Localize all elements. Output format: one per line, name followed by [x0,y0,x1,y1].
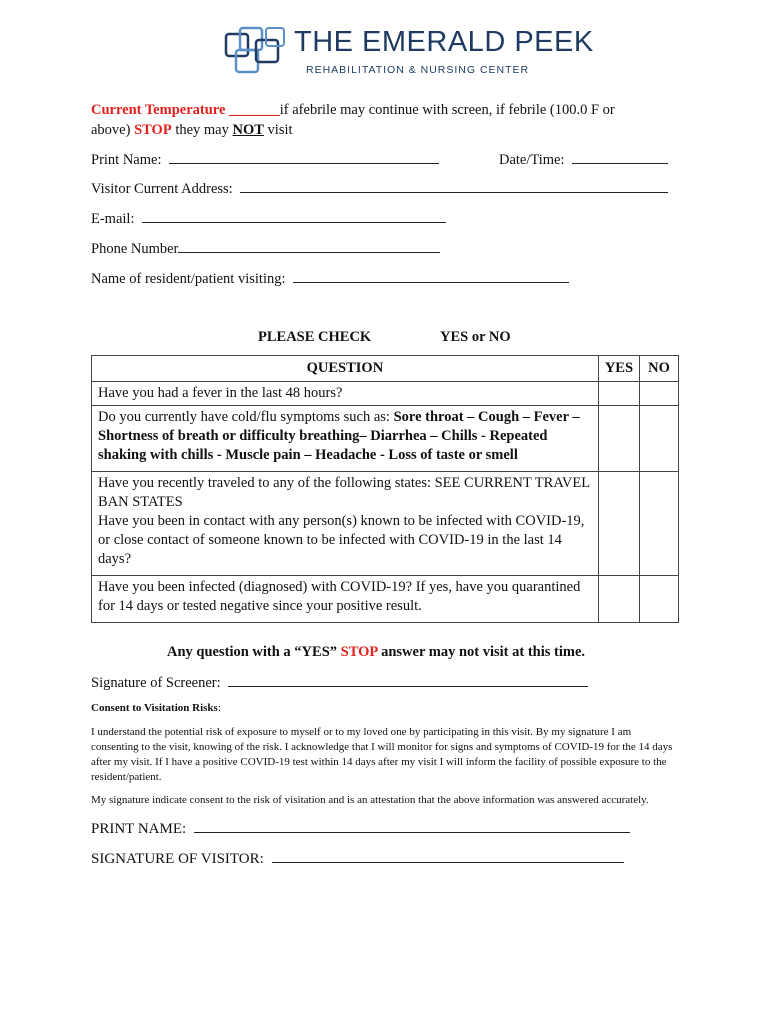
date-time-line[interactable] [572,149,668,164]
yes-checkbox-infected[interactable] [598,576,639,623]
consent-heading-colon: : [217,702,221,714]
email-line[interactable] [142,208,446,223]
screener-signature-field[interactable] [91,672,588,693]
yes-answer-warning [167,642,585,662]
temperature-instructions: if afebrile may continue with screen, if febrile (100.0 F or [279,102,615,118]
temperature-line-2 [91,120,691,140]
address-label: Visitor Current Address: [91,181,233,197]
visitor-signature-field[interactable] [91,848,624,869]
symptoms-list: Sore throat – Cough – Fever – Shortness of breath or difficulty breathing– Diarrhea – Chills - Repeated shaking with chills - Muscle pain – Headache - Loss of taste or smell [98,409,580,463]
visitor-signature-label: SIGNATURE OF VISITOR: [91,851,264,867]
resident-label: Name of resident/patient visiting: [91,271,286,287]
warning-stop-word: STOP [340,644,378,660]
date-time-field[interactable] [499,149,668,170]
address-field[interactable] [91,178,668,199]
temperature-line-1 [91,100,691,120]
email-field[interactable] [91,208,446,229]
not-word: NOT [232,122,264,138]
table-row [92,382,679,406]
resident-line[interactable] [293,268,569,283]
table-row [92,576,679,623]
no-checkbox-fever[interactable] [640,382,679,406]
yes-column-header: YES [598,356,639,382]
logo-name: THE EMERALD PEEK [294,26,594,58]
no-checkbox-infected[interactable] [640,576,679,623]
final-print-name-line[interactable] [194,818,630,833]
temperature-label: Current Temperature [91,102,226,118]
temperature-text-may: they may [175,122,229,138]
question-infected: Have you been infected (diagnosed) with COVID-19? If yes, have you quarantined for 14 days or tested negative since your positive result. [92,576,599,623]
warning-part-1: Any question with a “YES” [167,644,338,660]
table-row [92,406,679,472]
print-name-label: Print Name: [91,152,162,168]
email-label: E-mail: [91,211,135,227]
screening-question-table [91,355,679,623]
yes-checkbox-travel[interactable] [598,472,639,576]
symptoms-prefix: Do you currently have cold/flu symptoms such as: [98,409,390,425]
yes-or-no-label: YES or NO [440,329,511,345]
print-name-line[interactable] [169,149,439,164]
table-row [92,472,679,576]
no-checkbox-symptoms[interactable] [640,406,679,472]
temperature-text-visit: visit [267,122,293,138]
no-checkbox-travel[interactable] [640,472,679,576]
question-symptoms [92,406,599,472]
resident-field[interactable] [91,268,569,289]
consent-heading [91,701,221,716]
yes-checkbox-symptoms[interactable] [598,406,639,472]
warning-part-2: answer may not visit at this time. [381,644,586,660]
stop-word: STOP [134,122,172,138]
question-contact: Have you been in contact with any person(s) known to be infected with COVID-19, or close contact of someone known to be infected with COVID-19 in the last 14 days? [98,513,585,567]
screener-signature-line[interactable] [228,672,588,687]
phone-label: Phone Number [91,241,179,257]
logo-subtitle: REHABILITATION & NURSING CENTER [306,64,530,76]
temperature-text-above: above) [91,122,131,138]
linked-squares-logo-icon [222,24,290,80]
question-fever: Have you had a fever in the last 48 hours? [92,382,599,406]
no-column-header: NO [640,356,679,382]
table-header-row [92,356,679,382]
facility-logo [222,24,594,82]
screener-signature-label: Signature of Screener: [91,675,221,691]
final-print-name-label: PRINT NAME: [91,821,187,837]
visitor-signature-line[interactable] [272,848,624,863]
consent-heading-text: Consent to Visitation Risks [91,702,218,714]
please-check-label: PLEASE CHECK [258,329,372,345]
print-name-field[interactable] [91,149,439,170]
date-time-label: Date/Time: [499,152,565,168]
phone-line[interactable] [178,238,440,253]
final-print-name-field[interactable] [91,818,630,839]
yes-checkbox-fever[interactable] [598,382,639,406]
consent-paragraph: I understand the potential risk of exposure to myself or to my loved one by participating in this visit. By my signature I am consenting to the visit, knowing of the risk. I acknowledge that I will monitor for signs and symptoms of COVID-19 for the 14 days after my visit. If I have a positive COVID-19 test within 14 days after my visit I will inform the facility of possible exposure to the resident/patient. [91,726,673,783]
temperature-blank[interactable]: _______ [229,102,280,118]
phone-field[interactable] [91,238,440,259]
attestation-paragraph: My signature indicate consent to the risk of visitation and is an attestation that the above information was answered accurately. [91,794,649,806]
address-line[interactable] [240,178,668,193]
question-travel-contact [92,472,599,576]
question-travel: Have you recently traveled to any of the following states: SEE CURRENT TRAVEL BAN STATES [98,475,590,510]
question-column-header: QUESTION [92,356,599,382]
